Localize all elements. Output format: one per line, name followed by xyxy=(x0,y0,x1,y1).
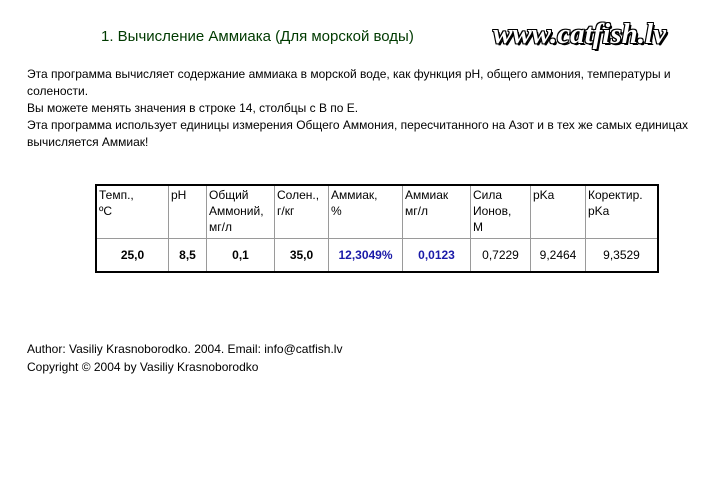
corrected-pka-cell: 9,3529 xyxy=(586,239,659,273)
header-ammonia-mgl xyxy=(403,185,471,239)
header-line: Аммиак, xyxy=(331,188,378,202)
header-line: Аммиак xyxy=(405,188,449,202)
header-ionic-strength xyxy=(471,185,531,239)
page-title: 1. Вычисление Аммиака (Для морской воды) xyxy=(101,28,414,45)
header-line: pKa xyxy=(588,204,610,218)
header-line: pH xyxy=(171,188,187,202)
table-header-row xyxy=(96,185,658,239)
copyright-line: Copyright © 2004 by Vasiliy Krasnoborodko xyxy=(27,360,259,374)
header-line: Сила xyxy=(473,188,503,202)
header-line: Темп., xyxy=(99,188,134,202)
salinity-cell[interactable]: 35,0 xyxy=(275,239,329,273)
ionic-strength-cell: 0,7229 xyxy=(471,239,531,273)
header-line: Ионов, xyxy=(473,204,512,218)
header-line: Аммоний, xyxy=(209,204,264,218)
description-line: Вы можете менять значения в строке 14, столбцы с B по E. xyxy=(27,101,359,115)
header-line: % xyxy=(331,204,342,218)
header-line: M xyxy=(473,220,483,234)
header-ammonia-percent xyxy=(329,185,403,239)
temperature-cell[interactable]: 25,0 xyxy=(96,239,169,273)
footer xyxy=(27,340,342,376)
header-ph xyxy=(169,185,207,239)
pka-cell: 9,2464 xyxy=(531,239,586,273)
ph-cell[interactable]: 8,5 xyxy=(169,239,207,273)
author-line: Author: Vasiliy Krasnoborodko. 2004. Email: info@catfish.lv xyxy=(27,342,343,356)
header-line: Общий xyxy=(209,188,249,202)
header-line: pKa xyxy=(533,188,555,202)
header-line: ºC xyxy=(99,204,113,218)
header-line: Коректир. xyxy=(588,188,643,202)
ammonia-calc-table xyxy=(95,184,659,273)
ammonia-mgl-cell: 0,0123 xyxy=(403,239,471,273)
header-pka xyxy=(531,185,586,239)
table-row xyxy=(96,239,658,273)
header-line: Солен., xyxy=(277,188,320,202)
header-line: мг/л xyxy=(209,220,232,234)
description-line: Эта программа вычисляет содержание аммиака в морской воде, как функция pH, общего аммония, температуры и солености. xyxy=(27,67,671,98)
header-corrected-pka xyxy=(586,185,659,239)
header-total-ammonium xyxy=(207,185,275,239)
header-salinity xyxy=(275,185,329,239)
header-temperature xyxy=(96,185,169,239)
header-line: мг/л xyxy=(405,204,428,218)
ammonia-percent-cell: 12,3049% xyxy=(329,239,403,273)
header-line: г/кг xyxy=(277,204,295,218)
description xyxy=(27,66,702,151)
description-line: Эта программа использует единицы измерения Общего Аммония, пересчитанного на Азот и в тех же самых единицах вычисляется Аммиак! xyxy=(27,118,689,149)
site-logo: www.catfish.lv xyxy=(493,18,666,50)
total-ammonium-cell[interactable]: 0,1 xyxy=(207,239,275,273)
